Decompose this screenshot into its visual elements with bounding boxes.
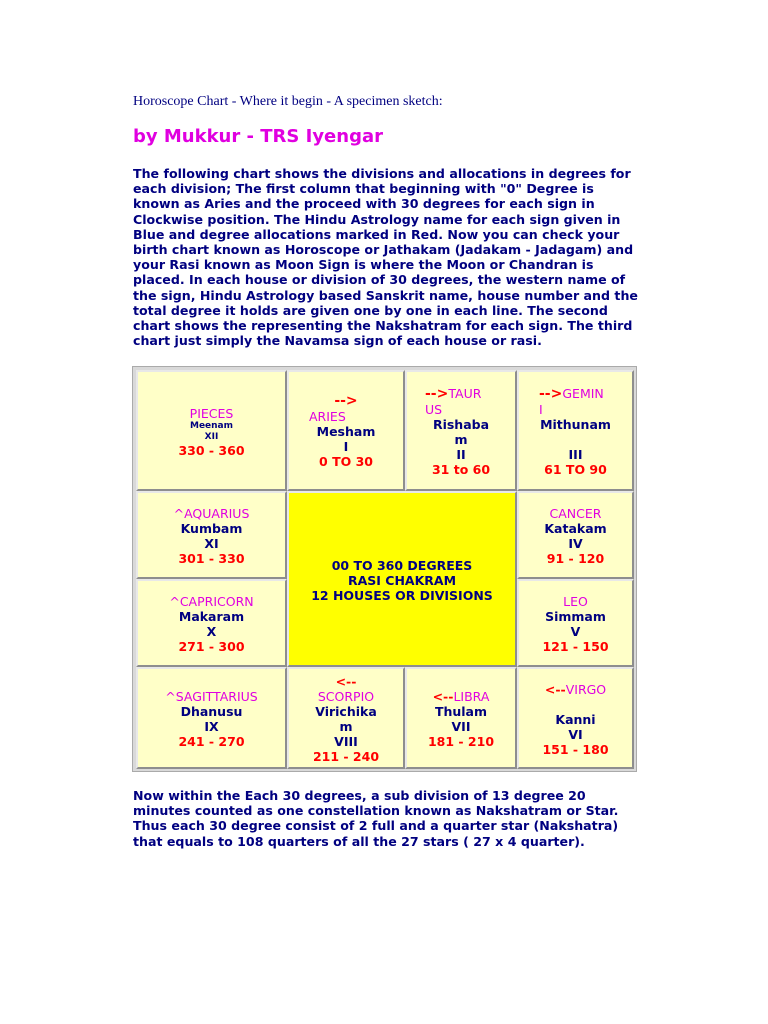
western-sign-line bbox=[407, 386, 515, 402]
degree-range: 151 - 180 bbox=[542, 741, 609, 757]
document-heading: Horoscope Chart - Where it begin - A specimen sketch: bbox=[133, 94, 443, 109]
western-sign-name: GEMIN bbox=[562, 386, 604, 401]
degree-range: 211 - 240 bbox=[312, 749, 380, 764]
outro-paragraph bbox=[133, 788, 653, 849]
cell-leo bbox=[517, 579, 634, 667]
rasi-chakram-chart bbox=[132, 366, 637, 772]
intro-line: each division; The first column that beginning with "0" Degree is bbox=[133, 181, 594, 197]
intro-line: placed. In each house or division of 30 degrees, the western name of bbox=[133, 272, 626, 288]
western-sign-name: PIECES bbox=[189, 405, 234, 421]
intro-line: chart shows the representing the Nakshatram for each sign. The third bbox=[133, 318, 633, 334]
degree-range: 61 TO 90 bbox=[544, 462, 607, 477]
hindu-sign-name-cont: m bbox=[454, 432, 468, 447]
cell-aquarius bbox=[136, 491, 287, 579]
hindu-sign-name: Dhanusu bbox=[180, 704, 243, 719]
western-sign-name: TAUR bbox=[448, 386, 482, 401]
intro-line: known as Aries and the proceed with 30 degrees for each sign in bbox=[133, 196, 595, 212]
intro-line: the sign, Hindu Astrology based Sanskrit name, house number and the bbox=[133, 287, 638, 303]
hindu-sign-name: Simmam bbox=[545, 609, 606, 624]
clockwise-arrow: --> bbox=[425, 386, 449, 402]
center-rasi-chakram bbox=[287, 491, 517, 667]
cell-scorpio bbox=[287, 667, 405, 769]
western-sign-line bbox=[519, 682, 632, 697]
hindu-sign-name: Meenam bbox=[189, 420, 234, 431]
hindu-sign-name: Kanni bbox=[555, 711, 596, 727]
degree-range: 301 - 330 bbox=[178, 551, 245, 566]
intro-line: chart just simply the Navamsa sign of each house or rasi. bbox=[133, 333, 542, 349]
western-sign-line bbox=[519, 386, 632, 402]
western-sign-name: ARIES bbox=[309, 409, 346, 424]
hindu-sign-name: Kumbam bbox=[180, 521, 243, 536]
western-sign-name: LIBRA bbox=[453, 689, 490, 704]
hindu-sign-name: Mesham bbox=[316, 424, 376, 439]
intro-line: Clockwise position. The Hindu Astrology name for each sign given in bbox=[133, 211, 621, 227]
spacer bbox=[519, 697, 632, 712]
western-sign-name: ^SAGITTARIUS bbox=[165, 689, 258, 704]
cell-libra bbox=[405, 667, 517, 769]
hindu-sign-name: Rishaba bbox=[432, 417, 490, 432]
intro-line: total degree it holds are given one by one in each line. The second bbox=[133, 302, 608, 318]
western-sign-name: ^CAPRICORN bbox=[169, 594, 254, 609]
house-number: I bbox=[343, 439, 349, 454]
intro-paragraph bbox=[133, 166, 653, 348]
degree-range: 0 TO 30 bbox=[319, 454, 373, 469]
western-sign-name: LEO bbox=[563, 594, 588, 609]
cell-taurus bbox=[405, 370, 517, 491]
house-number: IV bbox=[568, 536, 583, 551]
western-sign-name-cont: US bbox=[425, 402, 443, 417]
anticlockwise-arrow: <-- bbox=[432, 689, 454, 704]
western-sign-line bbox=[407, 689, 515, 704]
hindu-sign-name: Thulam bbox=[434, 704, 488, 719]
clockwise-arrow: --> bbox=[539, 386, 563, 402]
house-number: IX bbox=[204, 719, 219, 734]
cell-cancer bbox=[517, 491, 634, 579]
center-line-1: 00 TO 360 DEGREES bbox=[331, 557, 473, 573]
hindu-sign-name: Makaram bbox=[178, 609, 245, 624]
anticlockwise-arrow: <-- bbox=[544, 681, 566, 697]
cell-virgo bbox=[517, 667, 634, 769]
spacer bbox=[519, 432, 632, 447]
house-number: X bbox=[206, 624, 217, 639]
house-number: V bbox=[570, 624, 581, 639]
outro-line: minutes counted as one constellation known as Nakshatram or Star. bbox=[133, 803, 619, 819]
degree-range: 181 - 210 bbox=[427, 734, 495, 749]
hindu-sign-name: Mithunam bbox=[540, 417, 611, 432]
western-sign-name: SCORPIO bbox=[317, 689, 375, 704]
intro-line: birth chart known as Horoscope or Jathakam (Jadakam - Jadagam) and bbox=[133, 242, 634, 258]
center-line-2: RASI CHAKRAM bbox=[347, 572, 457, 588]
western-sign-name: VIRGO bbox=[565, 681, 607, 697]
house-number: II bbox=[456, 447, 466, 462]
hindu-sign-name: Katakam bbox=[544, 521, 607, 536]
intro-line: your Rasi known as Moon Sign is where the Moon or Chandran is bbox=[133, 257, 594, 273]
degree-range: 31 to 60 bbox=[431, 462, 491, 477]
house-number: XI bbox=[204, 536, 219, 551]
intro-line: Blue and degree allocations marked in Red. Now you can check your bbox=[133, 226, 620, 242]
cell-pieces bbox=[136, 370, 287, 491]
cell-capricorn bbox=[136, 579, 287, 667]
western-sign-name: CANCER bbox=[549, 506, 602, 521]
center-line-3: 12 HOUSES OR DIVISIONS bbox=[311, 587, 493, 603]
outro-line: that equals to 108 quarters of all the 27 stars ( 27 x 4 quarter). bbox=[133, 833, 585, 849]
house-number: VI bbox=[568, 726, 583, 742]
house-number: XII bbox=[204, 431, 219, 442]
western-sign-name: ^AQUARIUS bbox=[173, 506, 250, 521]
cell-gemini bbox=[517, 370, 634, 491]
hindu-sign-name: Virichika bbox=[315, 704, 377, 719]
house-number: VII bbox=[451, 719, 471, 734]
outro-line: Thus each 30 degree consist of 2 full and a quarter star (Nakshatra) bbox=[133, 818, 619, 834]
outro-line: Now within the Each 30 degrees, a sub division of 13 degree 20 bbox=[133, 788, 586, 803]
degree-range: 271 - 300 bbox=[178, 639, 245, 654]
degree-range: 241 - 270 bbox=[178, 734, 245, 749]
hindu-sign-name-cont: m bbox=[339, 719, 353, 734]
cell-sagittarius bbox=[136, 667, 287, 769]
anticlockwise-arrow: <-- bbox=[335, 674, 357, 689]
author-line: by Mukkur - TRS Iyengar bbox=[133, 126, 383, 147]
house-number: III bbox=[568, 447, 583, 462]
western-sign-name-cont: I bbox=[539, 402, 543, 417]
cell-aries bbox=[287, 370, 405, 491]
degree-range: 91 - 120 bbox=[546, 551, 605, 566]
house-number: VIII bbox=[334, 734, 358, 749]
degree-range: 330 - 360 bbox=[178, 442, 245, 458]
clockwise-arrow: --> bbox=[334, 393, 358, 409]
intro-line: The following chart shows the divisions and allocations in degrees for bbox=[133, 166, 631, 181]
degree-range: 121 - 150 bbox=[542, 639, 609, 654]
